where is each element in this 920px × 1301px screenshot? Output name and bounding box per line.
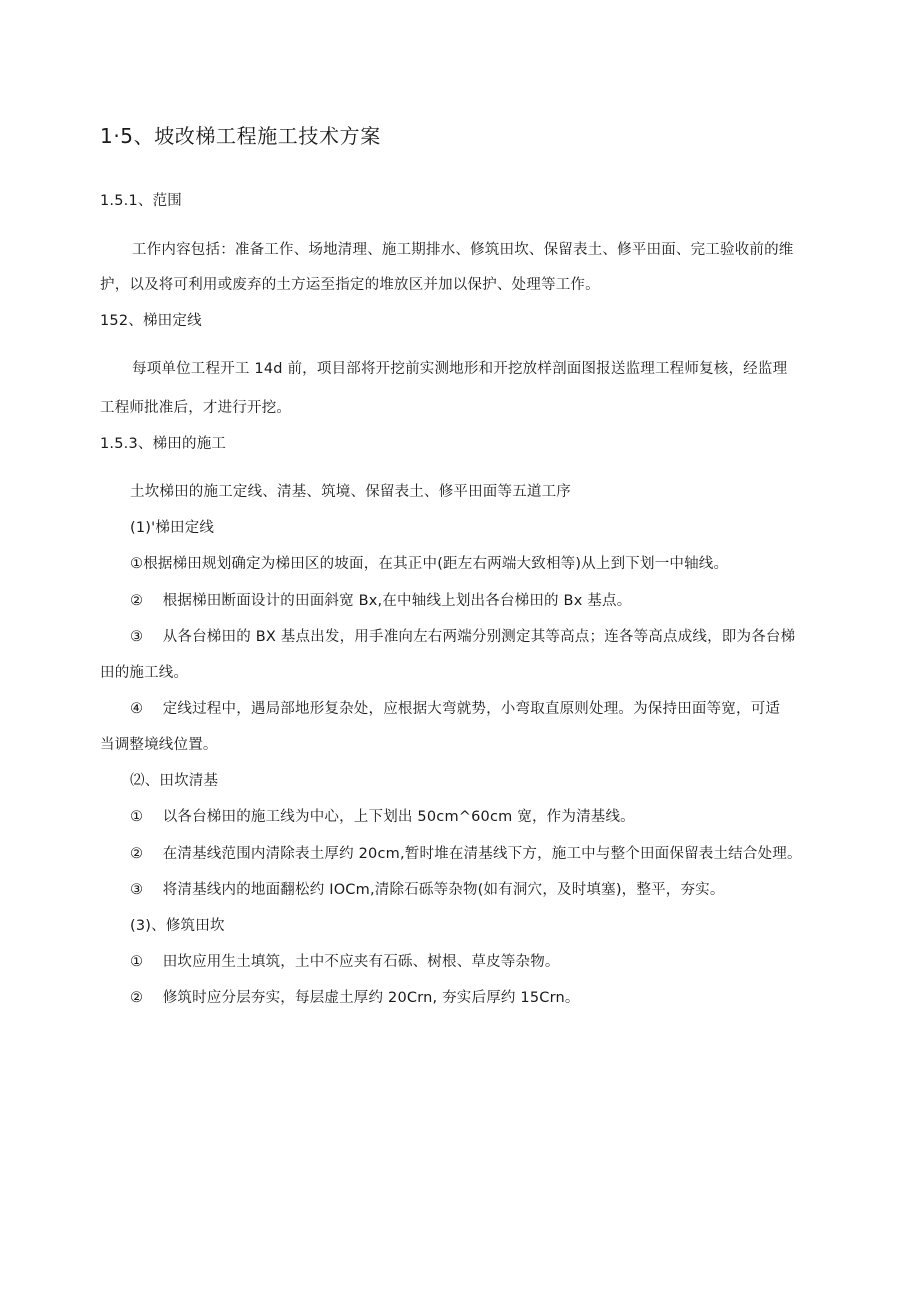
list-item: ①根据梯田规划确定为梯田区的坡面，在其正中(距左右两端大致相等)从上到下划一中轴线。: [130, 556, 729, 572]
section-heading-1-5-2: 152、梯田定线: [100, 313, 202, 329]
list-item: ③ 将清基线内的地面翻松约 IOCm,清除石砾等杂物(如有洞穴，及时填塞)，整平，夯实。: [130, 882, 725, 898]
section-heading-1-5-3: 1.5.3、梯田的施工: [100, 436, 227, 452]
list-item: ② 根据梯田断面设计的田面斜宽 Bx,在中轴线上划出各台梯田的 Bx 基点。: [130, 593, 632, 609]
list-item-continuation: 田的施工线。: [100, 665, 189, 681]
paragraph-line: 每项单位工程开工 14d 前，项目部将开挖前实测地形和开挖放样剖面图报送监理工程师复核，经监理: [132, 361, 788, 377]
list-item: ④ 定线过程中，遇局部地形复杂处，应根据大弯就势，小弯取直原则处理。为保持田面等宽，可适: [130, 701, 781, 717]
list-item-continuation: 当调整境线位置。: [100, 737, 218, 753]
step-heading-1: (1)'梯田定线: [130, 520, 215, 536]
document-title: 1·5、坡改梯工程施工技术方案: [100, 124, 381, 148]
step-heading-2: ⑵、田坎清基: [130, 773, 219, 789]
list-item: ③ 从各台梯田的 BX 基点出发，用手准向左右两端分别测定其等高点；连各等高点成线，即为各台梯: [130, 629, 796, 645]
list-item: ② 在清基线范围内清除表土厚约 20cm,暂时堆在清基线下方，施工中与整个田面保留表土结合处理。: [130, 846, 802, 862]
list-item: ① 以各台梯田的施工线为中心，上下划出 50cm^60cm 宽，作为清基线。: [130, 809, 635, 825]
list-item: ① 田坎应用生土填筑，土中不应夹有石砾、树根、草皮等杂物。: [130, 954, 560, 970]
paragraph-line: 护，以及将可利用或废弃的土方运至指定的堆放区并加以保护、处理等工作。: [100, 277, 600, 293]
section-heading-1-5-1: 1.5.1、范围: [100, 193, 182, 209]
paragraph-line: 工作内容包括：准备工作、场地清理、施工期排水、修筑田坎、保留表土、修平田面、完工验收前的维: [132, 242, 794, 258]
step-heading-3: (3)、修筑田坎: [130, 918, 225, 934]
paragraph-line: 土坎梯田的施工定线、清基、筑境、保留表土、修平田面等五道工序: [130, 484, 571, 500]
list-item: ② 修筑时应分层夯实，每层虚土厚约 20Crn, 夯实后厚约 15Crn。: [130, 990, 580, 1006]
paragraph-line: 工程师批准后，才进行开挖。: [100, 400, 292, 416]
